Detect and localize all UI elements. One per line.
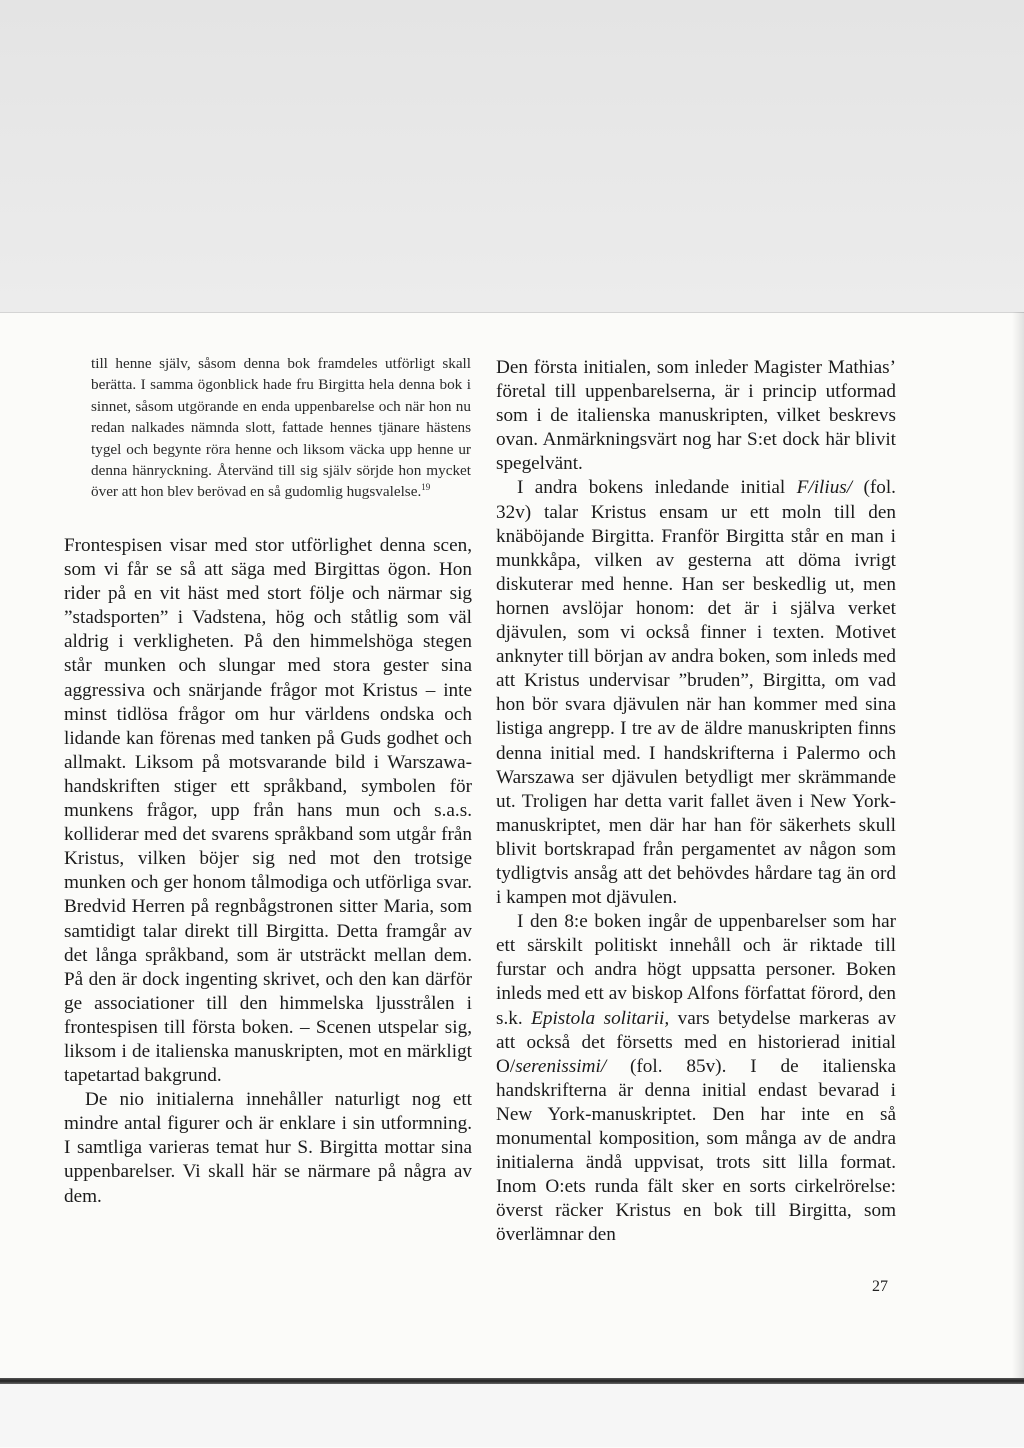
initial-citation-serenissimi: serenissimi/ xyxy=(515,1055,607,1077)
page-edge-shadow xyxy=(1012,312,1024,1380)
right-paragraph-2-rest: (fol. 32v) talar Kristus ensam ur ett moln till den knäböjande Birgitta. Franför Birgitta står en man i munkkåpa, vilken av gesterna att döma ivrigt diskuterar med henne. Han ser beskedlig ut, men hornen avslöjar honom: det är i själva verket djävulen, som vi också finner i texten. Motivet anknyter till början av andra boken, som inleds med att Kristus undervisar ”bruden”, Birgitta, om vad hon bör svara djävulen när han kommer med sina listiga angrepp. I tre av de äldre manuskripten finns denna initial med. I handskrifterna i Palermo och Warszawa ser djävulen betydligt mer skrämmande ut. Troligen har detta varit fallet även i New York-manuskriptet, men där har han för säkerhets skull blivit bortskrapad från pergamentet av någon som tydligtvis ansåg att det behövdes hårdare tag än ord i kampen mot djävulen. xyxy=(496,477,896,909)
right-paragraph-3-part-1: I den 8:e boken ingår de uppenbarelser som har ett särskilt politiskt innehåll och är riktade till furstar och andra högt uppsatta personer. Boken inleds med ett av biskop Alfons författat förord, den s.k. xyxy=(496,911,896,1029)
initial-citation-filius: F/ilius/ xyxy=(796,477,853,499)
right-column xyxy=(496,356,896,1247)
scan-background-bottom xyxy=(0,1384,1024,1447)
right-paragraph-1: Den första initialen, som inleder Magister Mathias’ företal till uppenbarelserna, är i princip utformad som i de italienska manuskripten, vilket beskrevs ovan. Anmärkningsvärt nog har S:et dock här blivit spegelvänt. xyxy=(496,357,896,475)
right-paragraph-3 xyxy=(496,910,896,1247)
block-quote xyxy=(91,353,471,503)
quote-text: till henne själv, såsom denna bok framdeles utförligt skall berätta. I samma ögonblick hade fru Birgitta hela denna bok i sinnet, såsom utgörande en enda uppenbarelse och när hon nu redan nalkades nämnda slott, fattade hennes tjänare hästens tygel och begynte röra henne och liksom väcka upp henne ur denna hänryckning. Återvänd till sig själv sörjde hon mycket över att hon blev berövad en så gudomlig hugsvalelse. xyxy=(91,355,471,501)
left-paragraph-1: Frontespisen visar med stor utförlighet denna scen, som vi får se så att säga med Birgittas ögon. Hon rider på en vit häst med stort följe och närmar sig ”stadsporten” i Vadstena, hög och ståtlig som väl aldrig i verkligheten. På den himmelshöga stegen står munken och slungar med stora gester sina aggressiva och snärjande frågor mot Kristus – inte minst tidlösa frågor om hur världens ondska och lidande kan förenas med tanken på Guds godhet och allmakt. Liksom på motsvarande bild i Warszawa-handskriften stiger ett språkband, symbolen för munkens frågor, upp från hans mun och s.a.s. kolliderar med det svarens språkband som utgår från Kristus, vilken böjer sig ned mot den trotsige munken och ger honom tålmodiga och utförliga svar. Bredvid Herren på regnbågstronen sitter Maria, som samtidigt talar direkt till Birgitta. Detta framgår av det långa språkband, som är utsträckt mellan dem. På den är dock ingenting skrivet, och den kan därför ge associationer till den himmelska ljusstrålen i frontespisen till första boken. – Scenen utspelar sig, liksom i de italienska manuskripten, mot en märkligt tapetartad bakgrund. xyxy=(64,535,472,1087)
title-epistola-solitarii: Epistola solitarii, xyxy=(531,1007,670,1029)
page-number: 27 xyxy=(872,1278,888,1295)
scan-background-top xyxy=(0,0,1024,312)
left-column xyxy=(64,534,472,1209)
footnote-reference: 19 xyxy=(421,482,431,493)
right-paragraph-3-part-2: vars betydelse markeras av att också det försetts med en historierad initial O/ xyxy=(496,1007,896,1077)
right-paragraph-3-part-3: (fol. 85v). I de italienska handskrifterna är denna initial endast bevarad i New York-manuskriptet. Den har inte en så monumental komposition, som många av de andra initialerna ändå uppvisat, trots sitt lilla format. Inom O:ets runda fält sker en sorts cirkelrörelse: överst räcker Kristus en bok till Birgitta, som överlämnar den xyxy=(496,1055,896,1246)
right-paragraph-2-lead: I andra bokens inledande initial xyxy=(517,477,797,499)
left-paragraph-2: De nio initialerna innehåller naturligt nog ett mindre antal figurer och är enklare i sin utformning. I samtliga varieras temat hur S. Birgitta mottar sina uppenbarelser. Vi skall här se närmare på några av dem. xyxy=(64,1089,472,1207)
right-paragraph-2 xyxy=(496,476,896,910)
